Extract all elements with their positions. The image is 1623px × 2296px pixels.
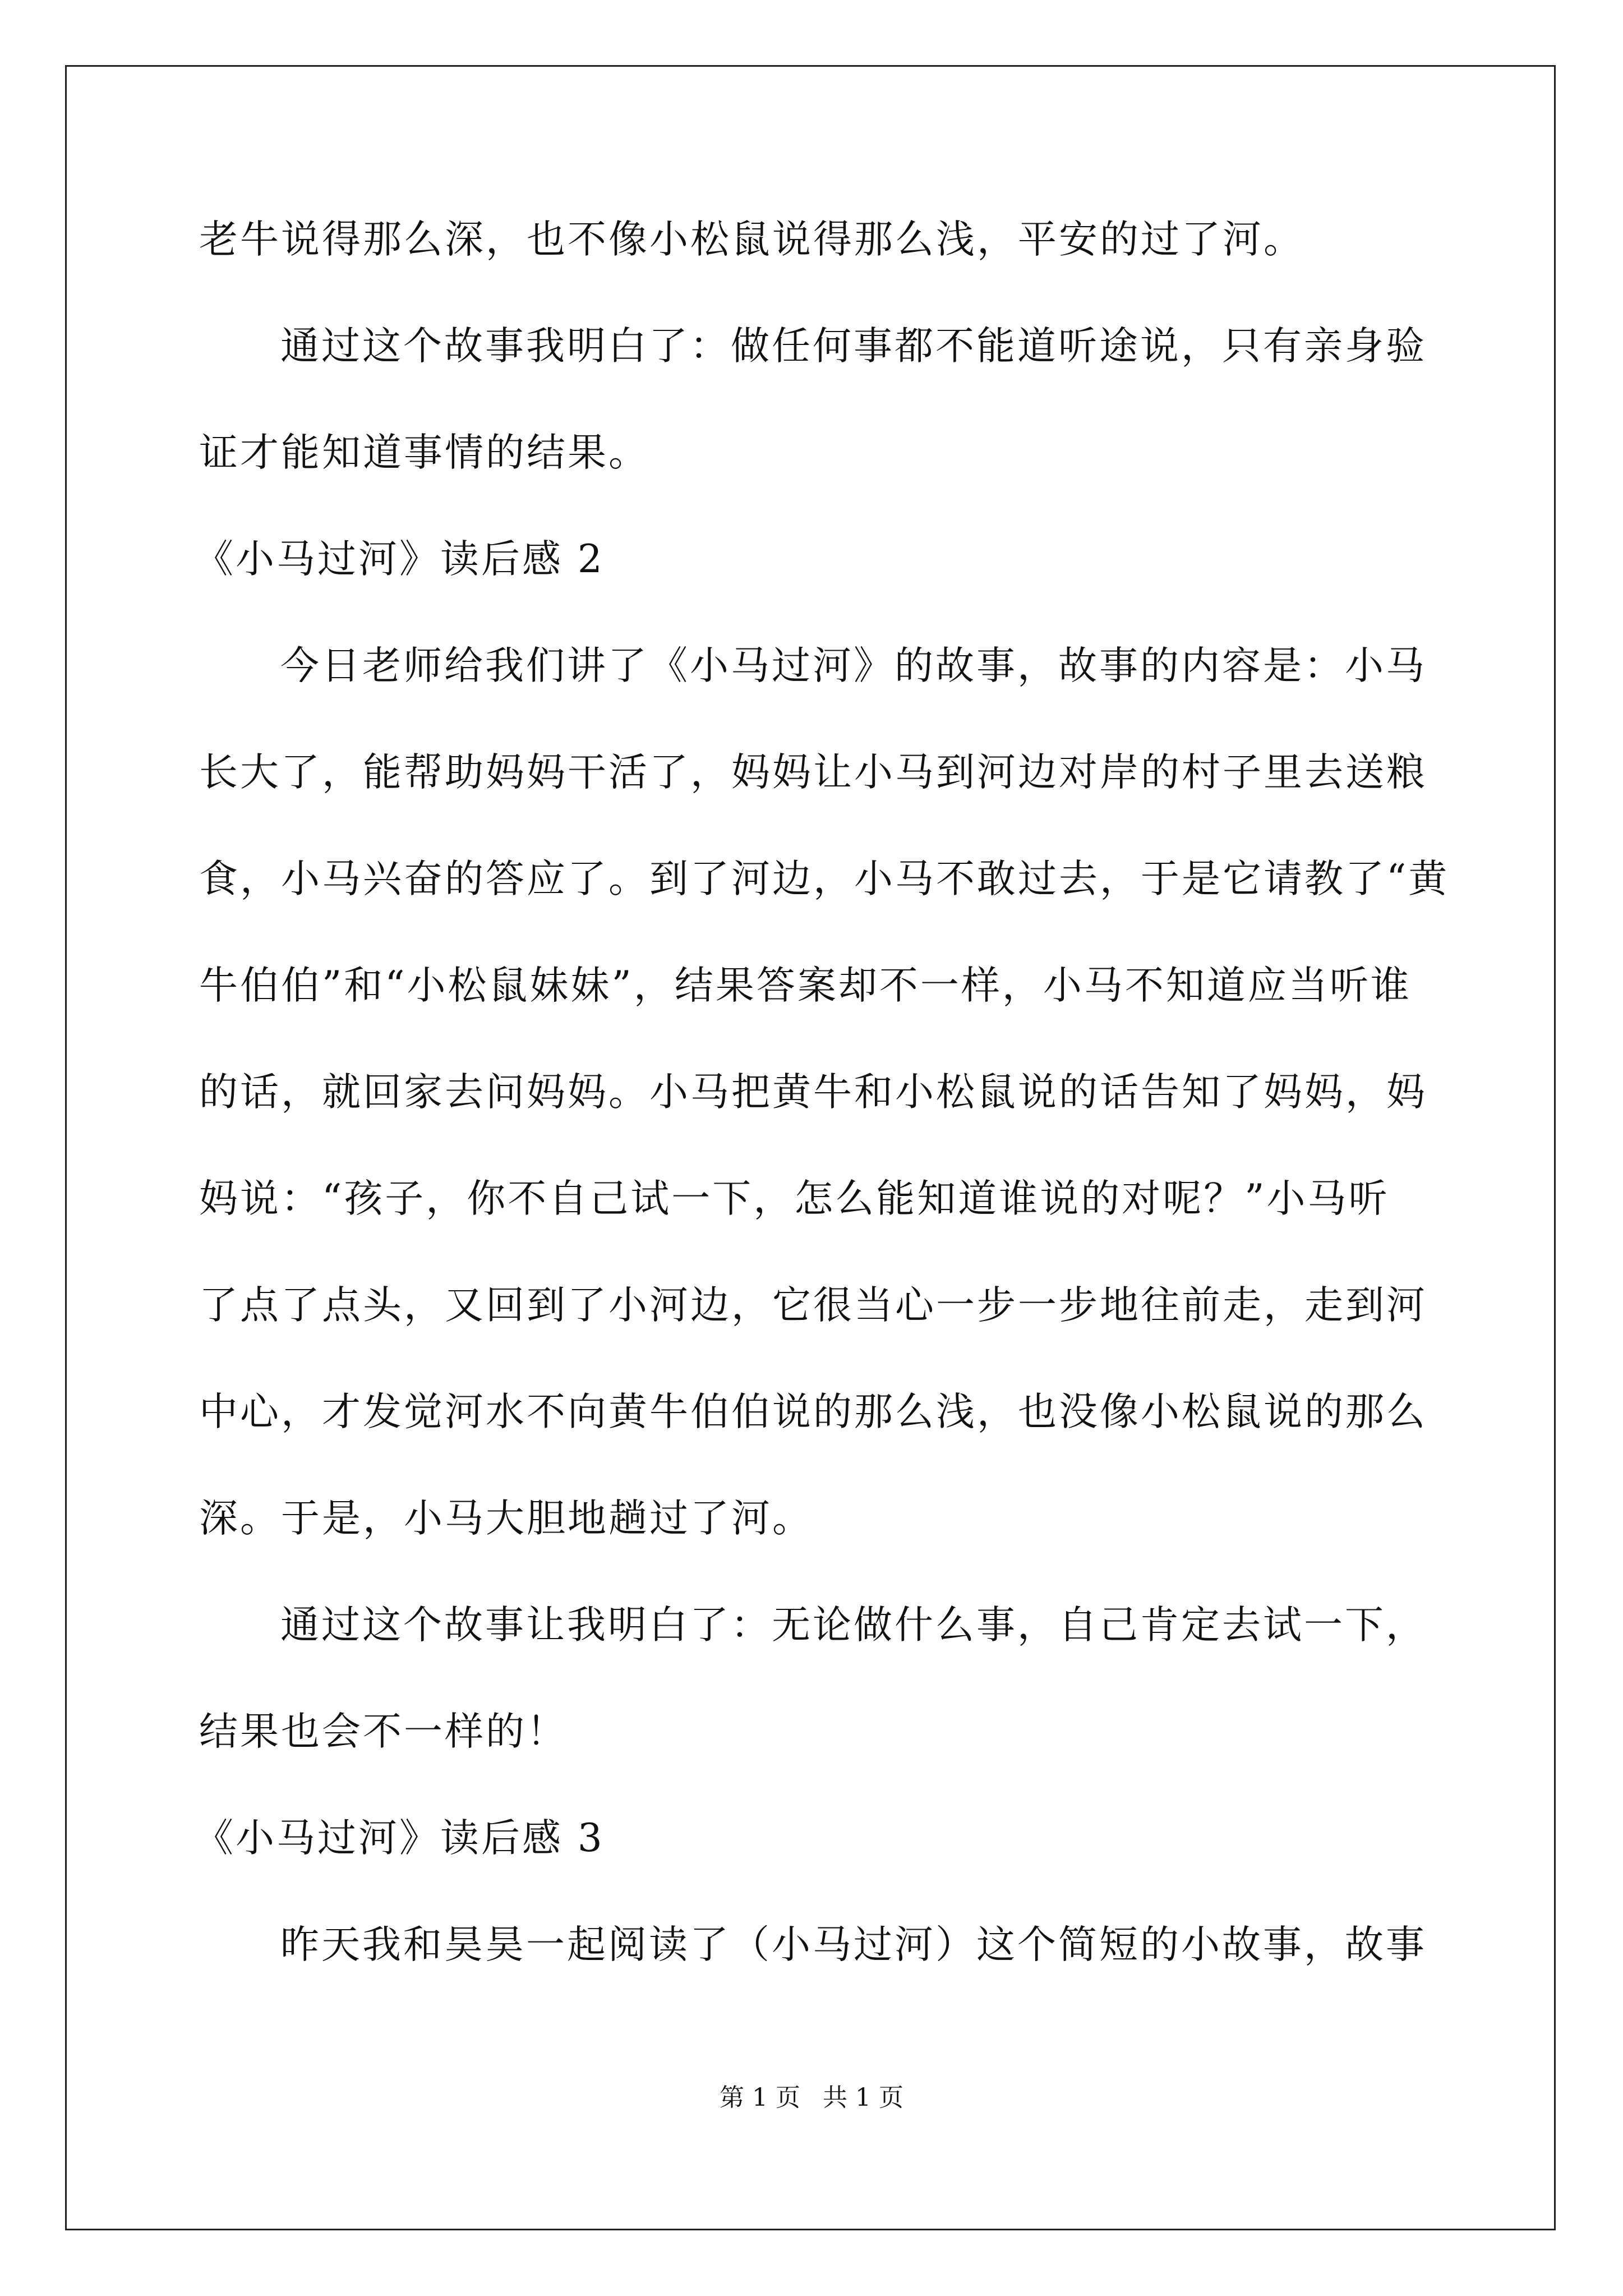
paragraph-line: 今日老师给我们讲了《小马过河》的故事，故事的内容是：小马: [280, 643, 1427, 688]
section-heading: 《小马过河》读后感 3: [195, 1816, 605, 1861]
paragraph-line: 深。于是，小马大胆地趟过了河。: [199, 1496, 813, 1541]
paragraph-line: 通过这个故事我明白了：做任何事都不能道听途说，只有亲身验: [280, 324, 1427, 369]
paragraph-line: 结果也会不一样的！: [199, 1709, 568, 1754]
paragraph-line: 通过这个故事让我明白了：无论做什么事，自己肯定去试一下，: [280, 1603, 1427, 1648]
paragraph-line: 证才能知道事情的结果。: [199, 430, 649, 475]
page-footer: [0, 2082, 1623, 2114]
paragraph-line: 中心，才发觉河水不向黄牛伯伯说的那么浅，也没像小松鼠说的那么: [199, 1389, 1427, 1434]
paragraph-line: 妈说：“孩子，你不自己试一下，怎么能知道谁说的对呢？”小马听: [199, 1176, 1390, 1221]
paragraph-line: 昨天我和昊昊一起阅读了（小马过河）这个简短的小故事，故事: [280, 1922, 1427, 1967]
paragraph-line: 食，小马兴奋的答应了。到了河边，小马不敢过去，于是它请教了“黄: [199, 857, 1450, 901]
paragraph-line: 长大了，能帮助妈妈干活了，妈妈让小马到河边对岸的村子里去送粮: [199, 750, 1427, 795]
paragraph-line: 牛伯伯”和“小松鼠妹妹”，结果答案却不一样，小马不知道应当听谁: [199, 963, 1412, 1008]
paragraph-line: 老牛说得那么深，也不像小松鼠说得那么浅，平安的过了河。: [199, 217, 1304, 262]
paragraph-line: 的话，就回家去问妈妈。小马把黄牛和小松鼠说的话告知了妈妈，妈: [199, 1070, 1427, 1115]
paragraph-line: 了点了点头，又回到了小河边，它很当心一步一步地往前走，走到河: [199, 1283, 1427, 1328]
section-heading: 《小马过河》读后感 2: [195, 537, 605, 582]
page-total: 共 1 页: [823, 2083, 903, 2112]
page-number: 第 1 页: [720, 2083, 800, 2112]
document-body: [195, 213, 1450, 2025]
